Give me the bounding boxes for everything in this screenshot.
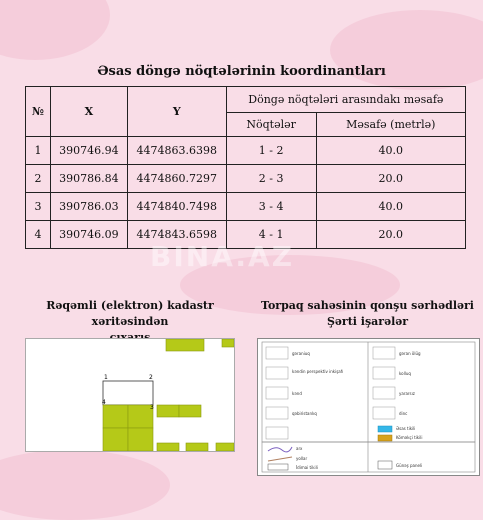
table-row — [26, 193, 466, 221]
legend-item-label: Köməkçi tikili — [396, 435, 423, 440]
cell-y: 4474843.6598 — [127, 221, 226, 249]
table-header-row — [26, 87, 466, 113]
parcel-neighbor — [157, 443, 179, 451]
parcel-neighbor — [179, 405, 201, 417]
cadastral-map — [25, 338, 235, 452]
cell-x: 390746.09 — [50, 221, 127, 249]
legend-item-label: Günəş paneli — [396, 463, 423, 468]
cadastral-map-drawing — [26, 339, 234, 451]
legend-symbol — [268, 464, 288, 470]
legend-lower-frame — [262, 442, 475, 472]
legend-frame — [258, 339, 479, 475]
legend-item-label: dinc — [399, 411, 408, 416]
cell-distance: 40.0 — [316, 193, 465, 221]
parcel-neighbor — [128, 428, 153, 451]
cell-x: 390746.94 — [50, 137, 127, 165]
cell-y: 4474863.6398 — [127, 137, 226, 165]
cell-no: 1 — [26, 137, 51, 165]
header-distance: Məsafə (metrlə) — [316, 113, 465, 137]
parcel-neighbor — [103, 428, 128, 451]
point-label: 1 — [104, 374, 108, 381]
legend-symbol — [373, 387, 395, 399]
legend-item-label: İdimai tikili — [296, 465, 318, 470]
background-blob — [0, 450, 170, 520]
parcel-neighbor — [166, 339, 204, 351]
map-title-line1: Rəqəmli (elektron) kadastr xəritəsindən — [46, 299, 214, 328]
cell-distance: 40.0 — [316, 137, 465, 165]
page-title: Əsas döngə nöqtələrinin koordinantları — [97, 64, 386, 79]
table-row — [26, 165, 466, 193]
header-no: № — [26, 87, 51, 137]
legend-box — [257, 338, 480, 476]
parcel-neighbor — [186, 443, 208, 451]
legend-item-label: arx — [296, 446, 303, 451]
background-blob — [0, 0, 110, 60]
cell-no: 2 — [26, 165, 51, 193]
point-label: 2 — [149, 374, 153, 381]
legend-title-line2: Şərti işarələr — [326, 315, 409, 328]
target-parcel — [103, 381, 153, 405]
legend-item-label: gəraniuq — [292, 351, 310, 356]
legend-symbol — [266, 347, 288, 359]
legend-symbol — [266, 407, 288, 419]
cell-distance: 20.0 — [316, 221, 465, 249]
legend-item-label: yollar — [296, 456, 308, 461]
cell-points: 4 - 1 — [226, 221, 316, 249]
table-row — [26, 137, 466, 165]
legend-item-label: gəran ölüg — [399, 351, 421, 356]
legend-item-label: yararsız — [399, 391, 415, 396]
legend-item-label: qəbiristanlıq — [292, 411, 317, 416]
legend-item-label: kolluq — [399, 371, 411, 376]
legend-symbol — [373, 367, 395, 379]
header-y: Y — [127, 87, 226, 137]
parcel-neighbor — [103, 405, 128, 428]
legend-symbol — [373, 407, 395, 419]
cell-points: 2 - 3 — [226, 165, 316, 193]
legend-section-title — [250, 298, 483, 330]
cell-points: 3 - 4 — [226, 193, 316, 221]
cell-y: 4474860.7297 — [127, 165, 226, 193]
header-x: X — [50, 87, 127, 137]
legend-title-line1: Torpaq sahəsinin qonşu sərhədləri — [261, 299, 474, 312]
watermark: BINA.AZ — [150, 240, 294, 273]
legend-symbol-road — [268, 457, 292, 461]
legend-symbol-gold — [378, 435, 392, 441]
legend-symbol — [266, 387, 288, 399]
legend-symbol — [378, 461, 392, 469]
cell-y: 4474840.7498 — [127, 193, 226, 221]
legend-item-label: kənd — [292, 391, 302, 396]
legend-symbol-blue — [378, 426, 392, 432]
cell-distance: 20.0 — [316, 165, 465, 193]
legend-item-label: Əsas tikili — [396, 426, 416, 431]
header-points: Nöqtələr — [226, 113, 316, 137]
legend-symbol-canal — [268, 447, 292, 452]
legend-item-label: kəndin perspektiv inkişafı — [292, 369, 344, 374]
cell-x: 390786.84 — [50, 165, 127, 193]
point-label: 3 — [150, 404, 154, 411]
cell-x: 390786.03 — [50, 193, 127, 221]
point-label: 4 — [102, 399, 106, 406]
coordinates-table — [25, 86, 466, 249]
parcel-neighbor — [222, 339, 234, 347]
legend-symbol — [266, 367, 288, 379]
parcel-neighbor — [216, 443, 234, 451]
header-distance-group: Döngə nöqtələri arasındakı məsafə — [226, 87, 465, 113]
cell-no: 3 — [26, 193, 51, 221]
legend-symbol — [266, 427, 288, 439]
cell-points: 1 - 2 — [226, 137, 316, 165]
legend-symbol — [373, 347, 395, 359]
parcel-neighbor — [157, 405, 179, 417]
cell-no: 4 — [26, 221, 51, 249]
